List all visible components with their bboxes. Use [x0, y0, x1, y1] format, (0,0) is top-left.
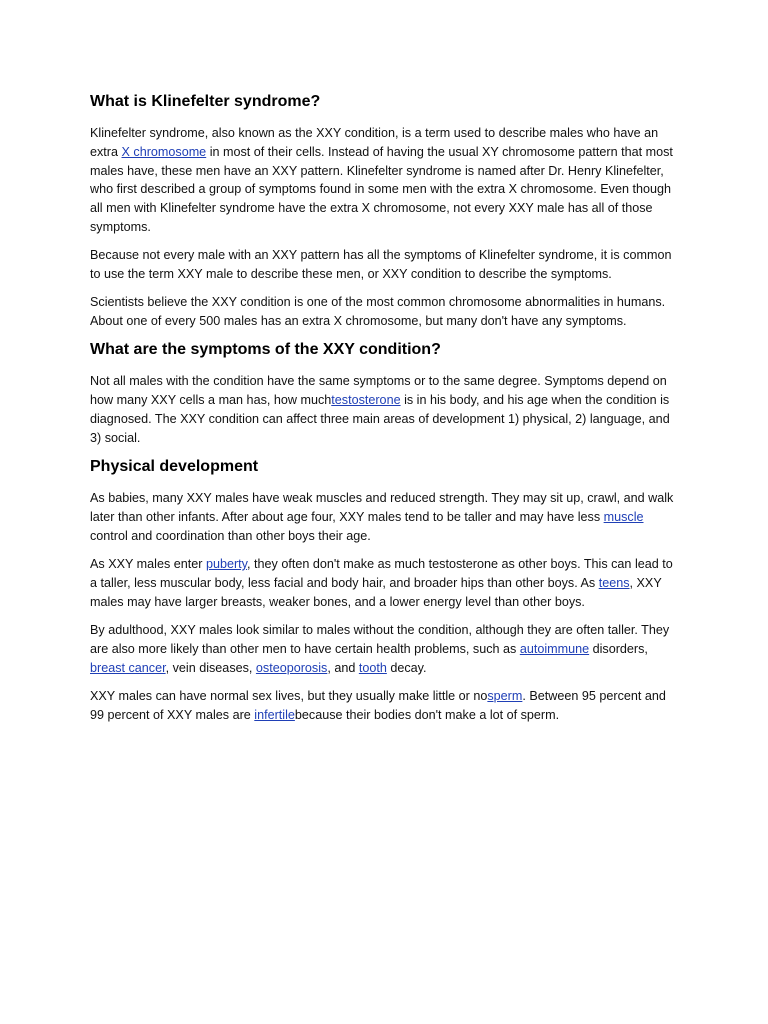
link-autoimmune[interactable]: autoimmune: [519, 641, 590, 656]
text-run: Scientists believe the XXY condition is one of the most common chromosome abnormalities in humans. About one of every 500 males has an extra X chromosome, but many don't have any symptoms.: [90, 295, 666, 329]
link-breast-cancer[interactable]: breast cancer: [90, 660, 166, 675]
text-run: is in his body, and his age when the condition is diagnosed. The XXY condition can affect three main areas of development 1) physical, 2) language, and 3) social.: [90, 393, 670, 445]
text-run: decay.: [386, 660, 427, 675]
paragraph: [90, 687, 680, 725]
text-run: Because not every male with an XXY pattern has all the symptoms of Klinefelter syndrome, it is common to use the term XXY male to describe these men, or XXY condition to describe the symptoms.: [90, 248, 672, 282]
section-heading: What is Klinefelter syndrome?: [90, 93, 321, 110]
paragraph: [90, 124, 680, 237]
section-heading: Physical development: [90, 458, 259, 476]
paragraph: [90, 293, 680, 331]
text-run: . Between 95 percent and 99 percent of XXY males are: [90, 688, 666, 722]
text-run: As XXY males enter: [90, 557, 206, 572]
section-heading: What are the symptoms of the XXY condition?: [90, 341, 441, 359]
text-run: As babies, many XXY males have weak muscles and reduced strength. They may sit up, crawl, and walk later than other infants. After about age four, XXY males tend to be taller and may have less: [90, 491, 674, 524]
link-teens[interactable]: teens: [598, 575, 630, 590]
link-sperm[interactable]: sperm: [487, 688, 523, 703]
paragraph: [90, 621, 680, 677]
link-puberty[interactable]: puberty: [205, 557, 248, 572]
text-run: disorders,: [589, 641, 648, 656]
paragraph: [90, 489, 680, 545]
text-run: in most of their cells. Instead of having the usual XY chromosome pattern that most males have, these men have an XXY pattern. Klinefelter syndrome is named after Dr. Henry Klinefelter, who first described a group of symptoms found in some men with the extra X chromosome. Even though all men with Klinefelter syndrome have the extra X chromosome, not every XXY male has all of those symptoms.: [90, 144, 673, 234]
text-run: control and coordination than other boys their age.: [90, 528, 371, 543]
link-x-chromosome[interactable]: X chromosome: [121, 144, 207, 159]
text-run: , they often don't make as much testosterone as other boys. This can lead to a taller, less muscular body, less facial and body hair, and broader hips than other boys. As: [90, 557, 673, 590]
paragraph: [90, 246, 680, 284]
paragraph: [90, 372, 680, 447]
link-osteoporosis[interactable]: osteoporosis: [255, 660, 328, 675]
text-run: By adulthood, XXY males look similar to males without the condition, although they are often taller. They are also more likely than other men to have certain health problems, such as: [90, 622, 670, 656]
link-muscle[interactable]: muscle: [603, 509, 644, 524]
text-run: , XXY males may have larger breasts, weaker bones, and a lower energy level than other boys.: [90, 575, 662, 609]
text-run: because their bodies don't make a lot of sperm.: [294, 707, 560, 722]
link-testosterone[interactable]: testosterone: [331, 393, 401, 408]
text-run: Klinefelter syndrome, also known as the XXY condition, is a term used to describe males who have an extra: [90, 126, 659, 159]
link-tooth[interactable]: tooth: [358, 660, 387, 675]
text-run: , vein diseases,: [165, 660, 256, 675]
text-run: XXY males can have normal sex lives, but they usually make little or no: [90, 688, 488, 703]
link-infertile[interactable]: infertile: [254, 707, 295, 722]
document-page: [90, 92, 680, 734]
paragraph: [90, 555, 680, 611]
text-run: , and: [327, 660, 359, 675]
text-run: Not all males with the condition have the same symptoms or to the same degree. Symptoms depend on how many XXY cells a man has, how much: [90, 374, 667, 408]
